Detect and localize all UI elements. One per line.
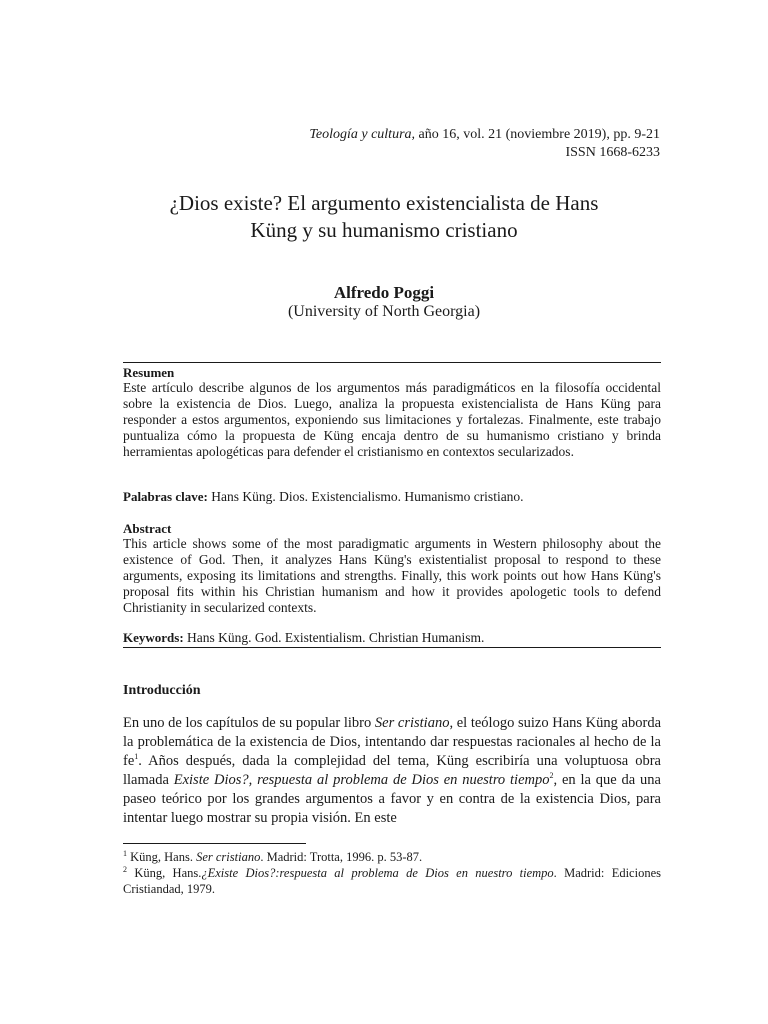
footnote-1-publisher: . Madrid: Trotta, 1996. p. 53-87.: [260, 850, 423, 864]
footnote-2-title: ¿Existe Dios?:respuesta al problema de Dios en nuestro tiempo: [201, 866, 554, 880]
author-affiliation: (University of North Georgia): [287, 303, 481, 320]
title-line-2: Küng y su humanismo cristiano: [250, 218, 518, 242]
journal-citation: [309, 126, 660, 144]
journal-name: Teología y cultura,: [309, 127, 416, 142]
title-line-1: ¿Dios existe? El argumento existencialista de Hans: [169, 191, 599, 215]
keywords-text: Hans Küng. God. Existentialism. Christian Humanism.: [183, 630, 485, 645]
footnote-2-publisher: . Madrid: Ediciones Cristiandad, 1979.: [123, 866, 661, 896]
footnote-1-title: Ser cristiano: [196, 850, 261, 864]
palabras-clave-text: Hans Küng. Dios. Existencialismo. Humanismo cristiano.: [207, 489, 524, 504]
journal-header: [309, 126, 660, 162]
intro-text-4: , en la que da una paseo teórico por los grandes argumentos a favor y en contra de la existencia Dios, para intentar luego mostrar su propia visión. En este: [123, 772, 661, 826]
resumen-text: Este artículo describe algunos de los argumentos más paradigmáticos en la filosofía occidental sobre la existencia de Dios. Luego, analiza la propuesta existencialista de Hans Küng para responder a estos argumentos, exponiendo sus limitaciones y fortalezas. Finalmente, este trabajo puntualiza cómo la propuesta de Küng encaja dentro de su humanismo cristiano y brinda herramientas apologéticas para defender el cristianismo en contextos secularizados.: [123, 380, 661, 459]
intro-text-2: , el teólogo suizo Hans Küng aborda la problemática de la existencia de Dios, intentando dar respuestas racionales al hecho de la fe: [123, 715, 661, 769]
footnote-2: [123, 865, 661, 897]
footnote-1: [123, 849, 661, 865]
divider-top: [123, 362, 661, 363]
intro-text-3: . Años después, dada la complejidad del tema, Küng escribiría una voluptuosa obra llamada: [123, 753, 661, 788]
author-name: Alfredo Poggi: [333, 283, 435, 302]
footnote-ref-2[interactable]: 2: [549, 771, 554, 781]
palabras-clave: [123, 489, 524, 505]
footnote-number-2: 2: [123, 864, 127, 874]
footnote-ref-1[interactable]: 1: [134, 752, 139, 762]
intro-book-title-1: Ser cristiano: [374, 715, 450, 731]
palabras-clave-label: Palabras clave:: [123, 489, 208, 504]
keywords-label: Keywords:: [123, 630, 184, 645]
intro-text-1: En uno de los capítulos de su popular libro: [123, 715, 375, 731]
resumen-heading: Resumen: [123, 365, 175, 380]
keywords: [123, 630, 484, 646]
footnote-divider: [123, 843, 306, 844]
issn: ISSN 1668-6233: [565, 145, 660, 160]
introduction-paragraph: [123, 714, 661, 828]
intro-book-title-2: Existe Dios?, respuesta al problema de Dios en nuestro tiempo: [173, 772, 550, 788]
footnote-2-author: Küng, Hans.: [127, 866, 202, 880]
abstract-heading: Abstract: [123, 521, 172, 536]
divider-bottom: [123, 647, 661, 648]
article-title: [110, 190, 658, 244]
introduction-heading: Introducción: [123, 683, 201, 698]
journal-details: año 16, vol. 21 (noviembre 2019), pp. 9-21: [415, 127, 660, 142]
footnote-1-author: Küng, Hans.: [127, 850, 197, 864]
abstract-text: This article shows some of the most paradigmatic arguments in Western philosophy about the existence of God. Then, it analyzes Hans Küng's existentialist proposal to respond to these arguments, exposing its limitations and strengths. Finally, this work points out how Hans Küng's proposal fits within his Christian humanism and how it provides apologetic tools to defend Christianity in secularized contexts.: [123, 536, 661, 615]
footnote-number-1: 1: [123, 848, 127, 858]
